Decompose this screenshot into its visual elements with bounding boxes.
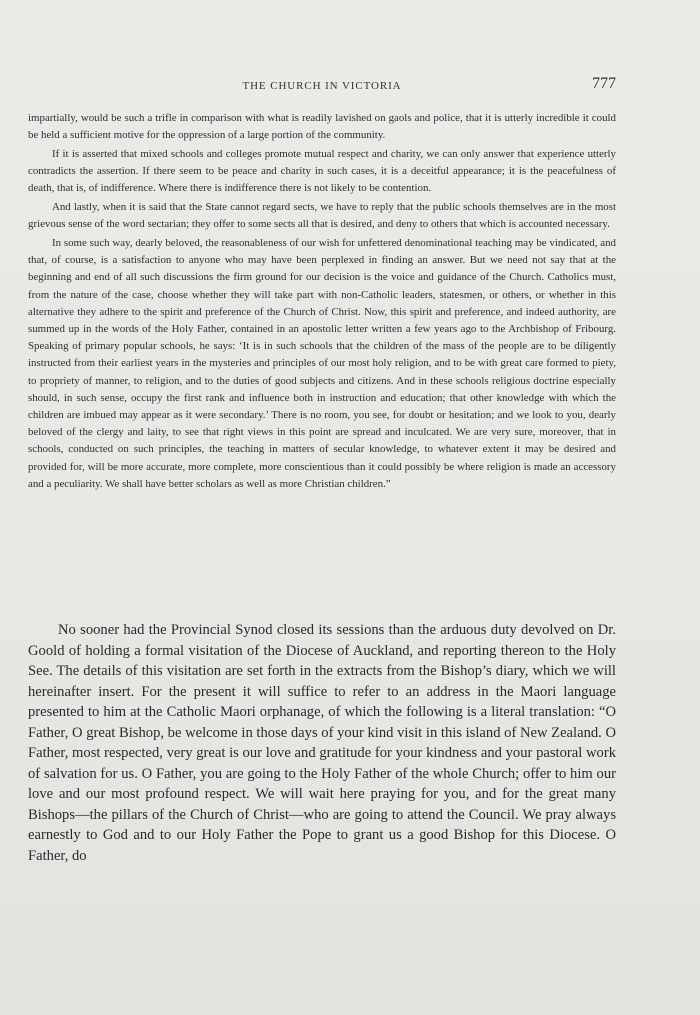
quote-paragraph: In some such way, dearly beloved, the reasonableness of our wish for unfettered denominational teaching may be vindicated, and that, of course, is a satisfaction to anyone who may have been perplexed in finding an answer. But we need not say that at the beginning and end of all such discussions the firm ground for our decision is the voice and guidance of the Church. Catholics must, from the nature of the case, choose whether they will take part with non-Catholic leaders, statesmen, or others, or whether in this alternative they adhere to the spirit and preference of the Church of Christ. Now, this spirit and preference, and indeed authority, are summed up in the words of the Holy Father, contained in an apostolic letter written a few years ago to the Archbishop of Fribourg. Speaking of primary popular schools, he says: ‘It is in such schools that the children of the mass of the people are to be diligently instructed from their earliest years in the mysteries and principles of our most holy religion, and to be with great care formed to piety, to propriety of manner, to religion, and to the duties of good subjects and citizens. And in these schools religious doctrine especially should, in such sense, occupy the first rank and influence both in instruction and education; that other knowledge with which the children are imbued may appear as it were secondary.’ There is no room, you see, for doubt or hesitation; and we look to you, dearly beloved of the clergy and laity, to see that right views in this point are spread and inculcated. We are very sure, moreover, that in schools, conducted on such principles, the teaching in matters of secular knowledge, to whatever extent it may be desired and provided for, will be more accurate, more complete, more conscientious than it could possibly be where religion is made an accessory and a peculiarity. We shall have better scholars as well as more Christian children.” [28,236,616,490]
running-header [28,75,616,96]
main-body-text [28,620,616,866]
running-title: THE CHURCH IN VICTORIA [242,80,402,92]
body-paragraph: No sooner had the Provincial Synod closed its sessions than the arduous duty devolved on Dr. Goold of holding a formal visitation of the Diocese of Auckland, and reporting thereon to the Holy See. The details of this visitation are set forth in the extracts from the Bishop’s diary, which we will hereinafter insert. For the present it will suffice to refer to an address in the Maori language presented to him at the Catholic Maori orphanage, of which the following is a literal translation: “O Father, O great Bishop, be welcome in those days of your kind visit in this island of New Zealand. O Father, most respected, very great is our love and gratitude for your kindness and your pastoral work of salvation for us. O Father, you are going to the Holy Father of the whole Church; offer to him our love and our most profound respect. We will wait here praying for you, and for the great many Bishops—the pillars of the Church of Christ—who are going to attend the Council. We pray always earnestly to God and to our Holy Father the Pope to grant us a good Bishop for this Diocese. O Father, do [28,622,616,864]
page-number: 777 [592,75,616,92]
quote-paragraph: And lastly, when it is said that the State cannot regard sects, we have to reply that the public schools themselves are in the most grievous sense of the word sectarian; they offer to some sects all that is desired, and deny to others that which is accounted necessary. [28,201,616,231]
quote-paragraph: If it is asserted that mixed schools and colleges promote mutual respect and charity, we can only answer that experience utterly contradicts the assertion. If there seem to be peace and charity in such cases, it is a deceitful appearance; it is the peacefulness of death, that is, of indifference. Where there is indifference there is not likely to be contention. [28,147,616,195]
quote-paragraph: impartially, would be such a trifle in comparison with what is readily lavished on gaols and police, that it is utterly incredible it could be held a sufficient motive for the oppression of a large portion of the community. [28,112,616,142]
quoted-pastoral-letter [28,110,616,494]
